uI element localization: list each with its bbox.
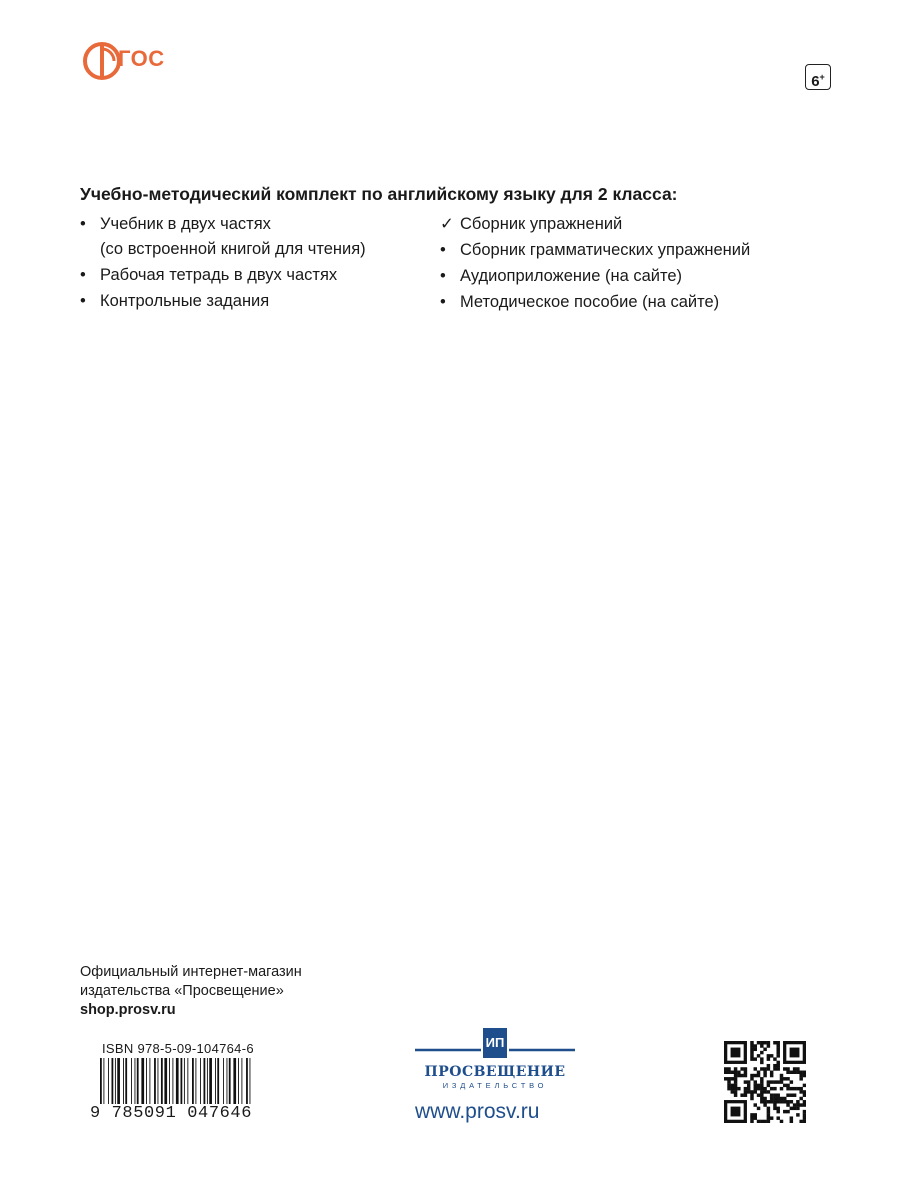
age-rating-suffix: + [819,72,825,82]
barcode-digits: 9 785091 047646 [90,1104,253,1123]
publisher-monogram: ИП [485,1035,505,1050]
kit-list-left [80,212,425,315]
shop-info [80,963,302,1020]
list-item-subtext: (со встроенной книгой для чтения) [100,240,366,258]
bullet-icon: • [80,266,86,284]
bullet-icon: • [440,267,446,285]
bullet-icon: • [440,293,446,311]
list-item-text: Рабочая тетрадь в двух частях [100,266,338,284]
list-item [80,289,425,314]
qr-code-icon [724,1041,806,1123]
list-item-text: Сборник упражнений [460,215,623,233]
list-item [80,263,425,288]
list-item-text: Аудиоприложение (на сайте) [460,267,683,285]
kit-title: Учебно-методический комплект по английскому языку для 2 класса: [80,184,678,204]
publisher-logo [415,1028,575,1088]
publisher-subtitle: ИЗДАТЕЛЬСТВО [442,1081,548,1090]
list-item [440,290,840,315]
age-rating-badge [805,64,831,90]
list-item-current [440,212,840,237]
shop-line-2: издательства «Просвещение» [80,983,284,999]
shop-url[interactable]: shop.prosv.ru [80,1002,176,1018]
bullet-icon: • [80,292,86,310]
publisher-url[interactable]: www.prosv.ru [415,1100,540,1123]
checkmark-icon: ✓ [440,215,454,233]
list-item-text: Сборник грамматических упражнений [460,241,751,259]
fgos-logo [82,40,172,82]
list-item [440,238,840,263]
kit-list-right [440,212,840,316]
age-rating-value: 6 [811,73,820,90]
list-item-text: Методическое пособие (на сайте) [460,293,720,311]
publisher-emblem-icon [415,1028,575,1064]
shop-line-1: Официальный интернет-магазин [80,964,302,980]
bullet-icon: • [80,215,86,233]
bullet-icon: • [440,241,446,259]
fgos-logo-text: ГОС [118,46,165,71]
list-item [80,212,425,262]
list-item-text: Контрольные задания [100,292,270,310]
publisher-name: ПРОСВЕЩЕНИЕ [424,1064,566,1080]
list-item [440,264,840,289]
isbn-label: ISBN 978-5-09-104764-6 [102,1041,254,1056]
list-item-text: Учебник в двух частях [100,215,271,233]
